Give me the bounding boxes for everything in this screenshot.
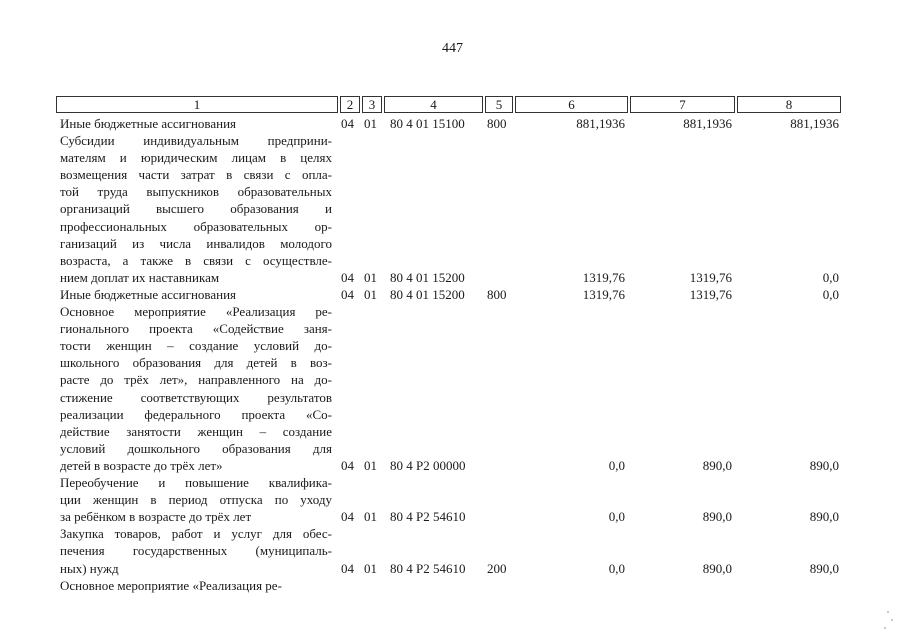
- cell-col-3: 01: [364, 560, 377, 576]
- header-col-1: 1: [56, 96, 338, 113]
- cell-col-8: 890,0: [809, 458, 839, 474]
- cell-col-7: 890,0: [702, 458, 732, 474]
- cell-col-2: 04: [341, 116, 354, 132]
- cell-col-7: 881,1936: [683, 116, 732, 132]
- cell-col-4: 80 4 01 15200: [390, 269, 465, 285]
- description-line: Закупка товаров, работ и услуг для обес-: [60, 526, 332, 542]
- cell-col-3: 01: [364, 458, 377, 474]
- description-line: за ребёнком в возрасте до трёх лет: [60, 509, 252, 525]
- cell-col-5: 800: [487, 116, 507, 132]
- table-row: [0, 115, 905, 132]
- description-line: ных) нужд: [60, 560, 119, 576]
- description-line: той труда выпускников образовательных: [60, 184, 332, 200]
- description-line: печения государственных (муниципаль-: [60, 543, 332, 559]
- description-line: детей в возрасте до трёх лет»: [60, 457, 223, 473]
- cell-col-2: 04: [341, 560, 354, 576]
- cell-col-5: 800: [487, 287, 507, 303]
- description-line: мателям и юридическим лицам в целях: [60, 150, 332, 166]
- description-line: гионального проекта «Содействие заня-: [60, 321, 332, 337]
- cell-col-6: 0,0: [608, 560, 625, 576]
- cell-col-8: 0,0: [822, 269, 839, 285]
- description-line: возраста, а также в связи с осуществле-: [60, 252, 332, 268]
- cell-col-4: 80 4 P2 54610: [390, 560, 466, 576]
- header-col-3: 3: [362, 96, 382, 113]
- description-line: ции женщин в период отпуска по уходу: [60, 492, 332, 508]
- description-line: Субсидии индивидуальным предприни-: [60, 133, 332, 149]
- cell-col-7: 890,0: [702, 560, 732, 576]
- cell-col-2: 04: [341, 458, 354, 474]
- header-col-4: 4: [384, 96, 483, 113]
- table-row: [0, 525, 905, 576]
- cell-col-6: 0,0: [608, 458, 625, 474]
- header-col-2: 2: [340, 96, 360, 113]
- description-line: Основное мероприятие «Реализация ре-: [60, 304, 332, 320]
- row-description: [60, 474, 332, 525]
- header-col-8: 8: [737, 96, 841, 113]
- header-col-7: 7: [630, 96, 735, 113]
- cell-col-4: 80 4 P2 00000: [390, 458, 466, 474]
- description-line: профессиональных образовательных ор-: [60, 218, 332, 234]
- scan-speck: [891, 619, 893, 621]
- table-row: [0, 474, 905, 525]
- cell-col-8: 0,0: [822, 287, 839, 303]
- cell-col-8: 890,0: [809, 560, 839, 576]
- cell-col-6: 0,0: [608, 509, 625, 525]
- row-description: [60, 132, 332, 286]
- table-row: [0, 577, 905, 594]
- header-col-6: 6: [515, 96, 628, 113]
- description-line: школьного образования для детей в воз-: [60, 355, 332, 371]
- cell-col-8: 881,1936: [790, 116, 839, 132]
- description-line: тости женщин – создание условий до-: [60, 338, 332, 354]
- description-line: условий дошкольного образования для: [60, 440, 332, 456]
- cell-col-3: 01: [364, 116, 377, 132]
- description-line: Иные бюджетные ассигнования: [60, 116, 237, 131]
- description-line: действие занятости женщин – создание: [60, 423, 332, 439]
- cell-col-6: 1319,76: [582, 269, 625, 285]
- cell-col-7: 890,0: [702, 509, 732, 525]
- row-description: [60, 303, 332, 474]
- description-line: реализации федерального проекта «Со-: [60, 406, 332, 422]
- row-description: [60, 286, 332, 303]
- table-row: [0, 286, 905, 303]
- header-col-5: 5: [485, 96, 513, 113]
- cell-col-7: 1319,76: [689, 287, 732, 303]
- row-description: [60, 115, 332, 132]
- cell-col-5: 200: [487, 560, 507, 576]
- table-row: [0, 132, 905, 286]
- cell-col-4: 80 4 01 15100: [390, 116, 465, 132]
- description-line: стижение соответствующих результатов: [60, 389, 332, 405]
- cell-col-6: 1319,76: [582, 287, 625, 303]
- description-line: организаций высшего образования и: [60, 201, 332, 217]
- scan-speck: [887, 611, 889, 613]
- description-line: Иные бюджетные ассигнования: [60, 287, 237, 302]
- cell-col-6: 881,1936: [576, 116, 625, 132]
- cell-col-2: 04: [341, 287, 354, 303]
- description-line: расте до трёх лет», направленного на до-: [60, 372, 332, 388]
- cell-col-7: 1319,76: [689, 269, 732, 285]
- cell-col-2: 04: [341, 269, 354, 285]
- cell-col-3: 01: [364, 269, 377, 285]
- page-number: 447: [442, 41, 463, 56]
- row-description: [60, 525, 332, 576]
- cell-col-2: 04: [341, 509, 354, 525]
- cell-col-8: 890,0: [809, 509, 839, 525]
- scan-speck: [884, 627, 886, 629]
- cell-col-4: 80 4 P2 54610: [390, 509, 466, 525]
- description-line: нием доплат их наставникам: [60, 269, 220, 285]
- cell-col-4: 80 4 01 15200: [390, 287, 465, 303]
- row-description: [60, 577, 332, 594]
- cell-col-3: 01: [364, 509, 377, 525]
- description-line: ганизаций из числа инвалидов молодого: [60, 235, 332, 251]
- table-row: [0, 303, 905, 474]
- description-line: возмещения части затрат в связи с опла-: [60, 167, 332, 183]
- cell-col-3: 01: [364, 287, 377, 303]
- description-line: Основное мероприятие «Реализация ре-: [60, 577, 282, 593]
- description-line: Переобучение и повышение квалифика-: [60, 475, 332, 491]
